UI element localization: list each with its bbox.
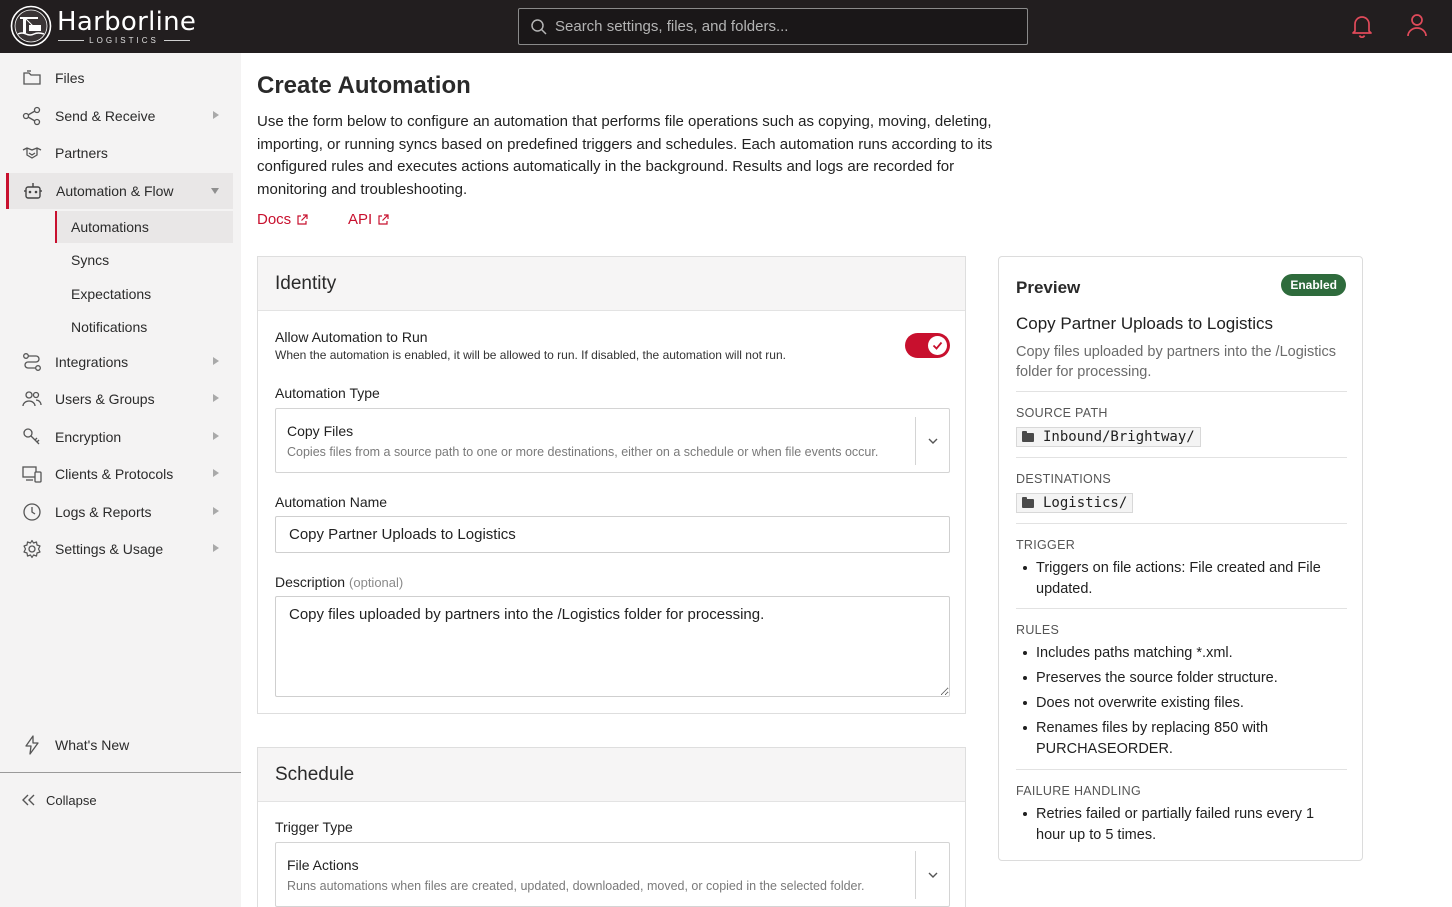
automation-type-label: Automation Type: [275, 385, 380, 401]
description-textarea[interactable]: [275, 596, 950, 697]
sidebar-divider: [0, 772, 241, 773]
sidebar-item-label: Automation & Flow: [56, 183, 174, 199]
sidebar-item-partners[interactable]: [8, 135, 233, 171]
sidebar-item-clients-protocols[interactable]: [8, 456, 233, 492]
checkmark-icon: [928, 336, 947, 355]
sidebar-subitem-syncs[interactable]: Syncs: [71, 252, 110, 268]
preview-description: Copy files uploaded by partners into the /Logistics folder for processing.: [1016, 344, 1336, 380]
preview-title: Preview: [1016, 278, 1081, 297]
divider: [1016, 769, 1347, 770]
sidebar-item-logs-reports[interactable]: [8, 494, 233, 530]
rules-heading: RULES: [1016, 623, 1060, 637]
chevron-down-icon: [211, 188, 219, 194]
sidebar-subitem-automations[interactable]: Automations: [55, 211, 233, 243]
divider: [1016, 457, 1347, 458]
lightning-icon: [22, 735, 42, 755]
divider: [1016, 391, 1347, 392]
automation-name-label: Automation Name: [275, 494, 388, 510]
sidebar-item-label: Send & Receive: [55, 108, 156, 124]
sidebar-item-label: Partners: [55, 145, 108, 161]
docs-link-label: Docs: [257, 211, 292, 228]
sidebar-item-files[interactable]: [8, 60, 233, 96]
chevron-right-icon: [213, 544, 219, 552]
brand-sub-text: LOGISTICS: [89, 35, 159, 45]
sidebar-item-encryption[interactable]: [8, 419, 233, 455]
allow-run-label: Allow Automation to Run: [275, 329, 428, 345]
folder-icon: [22, 68, 42, 88]
list-item: Includes paths matching *.xml.: [1023, 643, 1338, 664]
list-item: Retries failed or partially failed runs every 1 hour up to 5 times.: [1023, 804, 1338, 845]
select-separator: [915, 417, 916, 465]
sidebar-item-settings-usage[interactable]: [8, 531, 233, 567]
automation-name-input[interactable]: [275, 516, 950, 553]
devices-icon: [22, 464, 42, 484]
allow-run-toggle[interactable]: [905, 333, 950, 358]
folder-icon: [1022, 433, 1034, 442]
sidebar-item-users-groups[interactable]: [8, 381, 233, 417]
list-item: Triggers on file actions: File created and File updated.: [1023, 558, 1338, 599]
list-item: Renames files by replacing 850 with PURCHASEORDER.: [1023, 718, 1338, 759]
source-path-heading: SOURCE PATH: [1016, 406, 1108, 420]
sidebar-item-label: Logs & Reports: [55, 504, 152, 520]
route-icon: [22, 352, 42, 372]
docs-link[interactable]: [257, 211, 308, 228]
schedule-panel: [257, 747, 966, 907]
search-input[interactable]: [555, 9, 1015, 44]
trigger-heading: TRIGGER: [1016, 538, 1076, 552]
sidebar-item-label: Integrations: [55, 354, 129, 370]
chevron-right-icon: [213, 357, 219, 365]
user-icon[interactable]: [1405, 12, 1429, 38]
schedule-heading: Schedule: [258, 748, 965, 802]
users-icon: [22, 389, 42, 409]
collapse-button[interactable]: [20, 789, 97, 811]
trigger-type-desc: Runs automations when files are created, updated, downloaded, moved, or copied in the selected folder.: [287, 879, 865, 893]
sidebar: [0, 53, 241, 907]
preview-card: [998, 256, 1363, 861]
identity-panel: [257, 256, 966, 714]
key-icon: [22, 427, 42, 447]
search-icon: [530, 18, 548, 36]
external-link-icon: [377, 214, 389, 226]
chevron-right-icon: [213, 432, 219, 440]
list-item: Does not overwrite existing files.: [1023, 693, 1338, 714]
divider: [1016, 523, 1347, 524]
chevron-right-icon: [213, 394, 219, 402]
sidebar-item-label: What's New: [55, 737, 130, 753]
gear-icon: [22, 539, 42, 559]
sidebar-item-label: Encryption: [55, 429, 122, 445]
folder-icon: [1022, 499, 1034, 508]
collapse-label: Collapse: [46, 792, 97, 808]
destination-value: Logistics/: [1043, 495, 1128, 511]
search-box[interactable]: [518, 8, 1028, 45]
api-link[interactable]: [348, 211, 389, 228]
sidebar-item-whats-new[interactable]: [8, 727, 233, 763]
automation-type-select[interactable]: [275, 408, 950, 473]
chevron-right-icon: [213, 469, 219, 477]
sidebar-item-send-receive[interactable]: [8, 98, 233, 134]
divider: [1016, 608, 1347, 609]
brand-subtitle: [58, 35, 190, 45]
toggle-knob: [928, 336, 947, 355]
api-link-label: API: [348, 211, 373, 228]
harbor-logo-icon: [10, 5, 52, 47]
chevron-right-icon: [213, 507, 219, 515]
select-separator: [915, 851, 916, 899]
chevron-right-icon: [213, 111, 219, 119]
sidebar-item-automation-flow[interactable]: [6, 173, 233, 209]
chevron-down-icon: [926, 868, 940, 882]
sidebar-subitem-notifications[interactable]: Notifications: [71, 319, 148, 335]
trigger-type-value: File Actions: [287, 857, 359, 873]
sidebar-item-label: Users & Groups: [55, 391, 155, 407]
optional-tag: (optional): [349, 575, 404, 590]
automation-type-desc: Copies files from a source path to one or more destinations, either on a schedule or when file events occur.: [287, 445, 879, 459]
external-link-icon: [296, 214, 308, 226]
list-item: Preserves the source folder structure.: [1023, 668, 1338, 689]
description-label: [275, 574, 403, 590]
sidebar-item-integrations[interactable]: [8, 344, 233, 380]
handshake-icon: [22, 143, 42, 163]
sidebar-subitem-expectations[interactable]: Expectations: [71, 286, 152, 302]
trigger-type-select[interactable]: [275, 842, 950, 907]
failure-list: [1023, 804, 1338, 850]
clock-icon: [22, 502, 42, 522]
chevron-down-icon: [926, 434, 940, 448]
allow-run-help: When the automation is enabled, it will be allowed to run. If disabled, the automation will not run.: [275, 348, 786, 362]
top-bar: [0, 0, 1452, 53]
bell-icon[interactable]: [1350, 13, 1374, 39]
identity-heading: Identity: [258, 257, 965, 311]
description-label-text: Description: [275, 574, 346, 590]
share-icon: [22, 106, 42, 126]
preview-automation-name: Copy Partner Uploads to Logistics: [1016, 314, 1274, 333]
destination-chip: [1016, 493, 1133, 513]
sidebar-item-label: Settings & Usage: [55, 541, 164, 557]
failure-handling-heading: FAILURE HANDLING: [1016, 784, 1141, 798]
automation-type-value: Copy Files: [287, 423, 354, 439]
sidebar-item-label: Clients & Protocols: [55, 466, 174, 482]
source-path-value: Inbound/Brightway/: [1043, 429, 1195, 445]
intro-text: Use the form below to configure an automation that performs file operations such as copying, moving, deleting, importing, or running syncs based on predefined triggers and schedules. Each automation runs according to its configured rules and executes actions automatically in the background. Results and logs are recorded for monitoring and troubleshooting.: [257, 113, 993, 199]
robot-icon: [23, 181, 43, 201]
rules-list: [1023, 643, 1338, 764]
sidebar-item-label: Files: [55, 70, 85, 86]
trigger-list: [1023, 558, 1338, 604]
status-badge: Enabled: [1281, 274, 1346, 296]
page-title: Create Automation: [257, 72, 471, 99]
double-chevron-left-icon: [20, 793, 38, 807]
brand-name: Harborline: [57, 7, 197, 37]
trigger-type-label: Trigger Type: [275, 819, 353, 835]
source-path-chip: [1016, 427, 1201, 447]
destinations-heading: DESTINATIONS: [1016, 472, 1112, 486]
